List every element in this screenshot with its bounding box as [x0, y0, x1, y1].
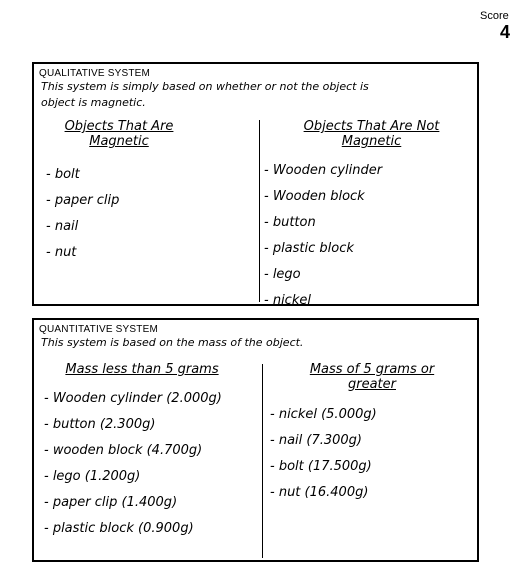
qualitative-left-header: [44, 119, 194, 149]
score-value: 4: [500, 22, 511, 42]
list-item: - wooden block (4.700g): [44, 443, 203, 458]
qualitative-right-header: [269, 119, 474, 149]
list-item: - lego: [264, 267, 301, 282]
quantitative-system-box: [32, 318, 479, 562]
list-item: - nail (7.300g): [270, 433, 362, 448]
quantitative-left-header: [42, 362, 242, 377]
quantitative-light-list: [44, 386, 222, 542]
qualitative-magnetic-list: [46, 162, 119, 266]
quantitative-right-header-line1: Mass of 5 grams or: [309, 362, 435, 377]
list-item: - nail: [46, 219, 79, 234]
list-item: - bolt (17.500g): [270, 459, 372, 474]
qualitative-not-magnetic-list: [264, 158, 382, 314]
list-item: - plastic block: [264, 241, 354, 256]
list-item: - Wooden cylinder: [264, 163, 383, 178]
qualitative-column-divider: [259, 120, 260, 302]
list-item: - plastic block (0.900g): [44, 521, 194, 536]
quantitative-left-header-text: Mass less than 5 grams: [65, 362, 219, 377]
list-item: - button (2.300g): [44, 417, 156, 432]
list-item: - paper clip: [46, 193, 120, 208]
quantitative-heavy-list: [270, 402, 377, 506]
list-item: - Wooden cylinder (2.000g): [44, 391, 222, 406]
qualitative-description-line2: object is magnetic.: [41, 96, 146, 109]
qualitative-left-header-line1: Objects That Are: [64, 119, 174, 134]
list-item: - Wooden block: [264, 189, 365, 204]
list-item: - button: [264, 215, 316, 230]
quantitative-column-divider: [262, 364, 263, 558]
qualitative-description-line1: This system is simply based on whether or not the object is: [41, 80, 369, 93]
list-item: - nickel (5.000g): [270, 407, 377, 422]
list-item: - nut: [46, 245, 77, 260]
list-item: - nickel: [264, 293, 311, 308]
qualitative-system-box: [32, 62, 479, 306]
qualitative-system-title: QUALITATIVE SYSTEM: [39, 68, 151, 79]
quantitative-right-header-line2: greater: [347, 377, 396, 392]
list-item: - paper clip (1.400g): [44, 495, 178, 510]
qualitative-right-header-line2: Magnetic: [341, 134, 402, 149]
list-item: - bolt: [46, 167, 80, 182]
quantitative-system-title: QUANTITATIVE SYSTEM: [39, 324, 158, 335]
qualitative-left-header-line2: Magnetic: [89, 134, 149, 149]
list-item: - nut (16.400g): [270, 485, 369, 500]
quantitative-description: This system is based on the mass of the object.: [41, 336, 304, 349]
quantitative-right-header: [272, 362, 472, 392]
score-label: Score: [480, 10, 509, 22]
list-item: - lego (1.200g): [44, 469, 141, 484]
qualitative-right-header-line1: Objects That Are Not: [303, 119, 440, 134]
